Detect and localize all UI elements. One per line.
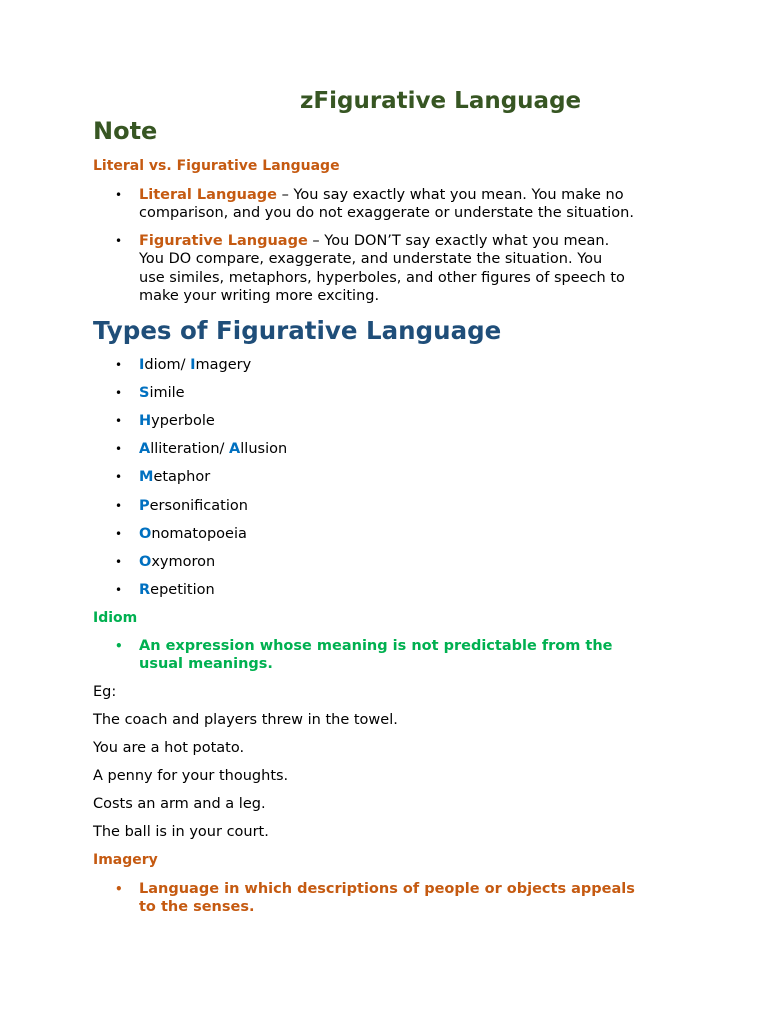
item-text: ersonification (149, 497, 248, 514)
type-list-item (139, 553, 215, 572)
example-text: A penny for your thoughts. (93, 768, 289, 784)
initial-letter: I (190, 357, 196, 373)
initial-letter: A (139, 441, 151, 458)
idiom-heading: Idiom (93, 610, 138, 626)
list-item-figurative (139, 232, 609, 251)
bullet-icon: • (115, 526, 123, 541)
bullet-icon: • (115, 234, 123, 248)
initial-letter: P (139, 497, 150, 514)
idiom-definition: usual meanings. (139, 656, 273, 672)
definition-text: use similes, metaphors, hyperboles, and other figures of speech to (139, 270, 625, 286)
definition-text: – You say exactly what you mean. You make no (276, 187, 624, 203)
bullet-icon: • (115, 414, 123, 429)
initial-letter: R (139, 581, 151, 598)
bullet-icon: • (115, 882, 123, 896)
type-list-item (139, 384, 185, 403)
type-list-item (139, 356, 251, 375)
note-heading: Note (93, 117, 158, 145)
initial-letter: O (139, 525, 152, 542)
item-text: xymoron (151, 553, 216, 570)
imagery-definition: Language in which descriptions of people or objects appeals (139, 881, 635, 897)
bullet-icon: • (115, 188, 123, 202)
item-text: diom/ (144, 357, 191, 373)
item-text: magery (195, 357, 252, 373)
item-text: llusion (240, 441, 288, 458)
initial-letter: I (139, 357, 145, 373)
idiom-definition: An expression whose meaning is not predictable from the (139, 638, 613, 654)
initial-letter: O (139, 553, 152, 570)
type-list-item (139, 525, 247, 544)
definition-text: comparison, and you do not exaggerate or understate the situation. (139, 205, 634, 221)
item-text: imile (149, 385, 185, 402)
item-text: epetition (150, 581, 215, 598)
item-text: yperbole (151, 413, 215, 430)
item-text: nomatopoeia (151, 525, 247, 542)
term: Literal Language (139, 187, 277, 203)
bullet-icon: • (115, 358, 123, 372)
initial-letter: S (139, 385, 150, 402)
imagery-heading: Imagery (93, 852, 158, 868)
initial-letter: H (139, 413, 152, 430)
type-list-item (139, 412, 215, 431)
item-text: etaphor (153, 469, 211, 486)
type-list-item (139, 468, 210, 487)
type-list-item (139, 581, 215, 600)
bullet-icon: • (115, 639, 123, 653)
type-list-item (139, 497, 248, 516)
initial-letter: M (139, 469, 154, 486)
bullet-icon: • (115, 442, 123, 457)
bullet-icon: • (115, 554, 123, 569)
bullet-icon: • (115, 470, 123, 485)
term: Figurative Language (139, 233, 308, 249)
definition-text: You DO compare, exaggerate, and understate the situation. You (139, 251, 603, 267)
bullet-icon: • (115, 386, 123, 401)
definition-text: make your writing more exciting. (139, 288, 380, 304)
bullet-icon: • (115, 582, 123, 597)
type-list-item (139, 440, 287, 459)
document-title: zFigurative Language (300, 88, 582, 114)
definition-text: – You DON’T say exactly what you mean. (307, 233, 610, 249)
example-text: The coach and players threw in the towel. (93, 712, 398, 728)
types-heading: Types of Figurative Language (93, 316, 502, 345)
item-text: lliteration/ (150, 441, 230, 458)
list-item-literal (139, 186, 624, 205)
imagery-definition: to the senses. (139, 899, 255, 915)
example-text: You are a hot potato. (93, 740, 245, 756)
bullet-icon: • (115, 498, 123, 513)
example-text: The ball is in your court. (93, 824, 269, 840)
eg-label: Eg: (93, 684, 117, 700)
section-heading-literal-vs-figurative: Literal vs. Figurative Language (93, 158, 340, 174)
example-text: Costs an arm and a leg. (93, 796, 266, 812)
initial-letter: A (229, 441, 241, 458)
